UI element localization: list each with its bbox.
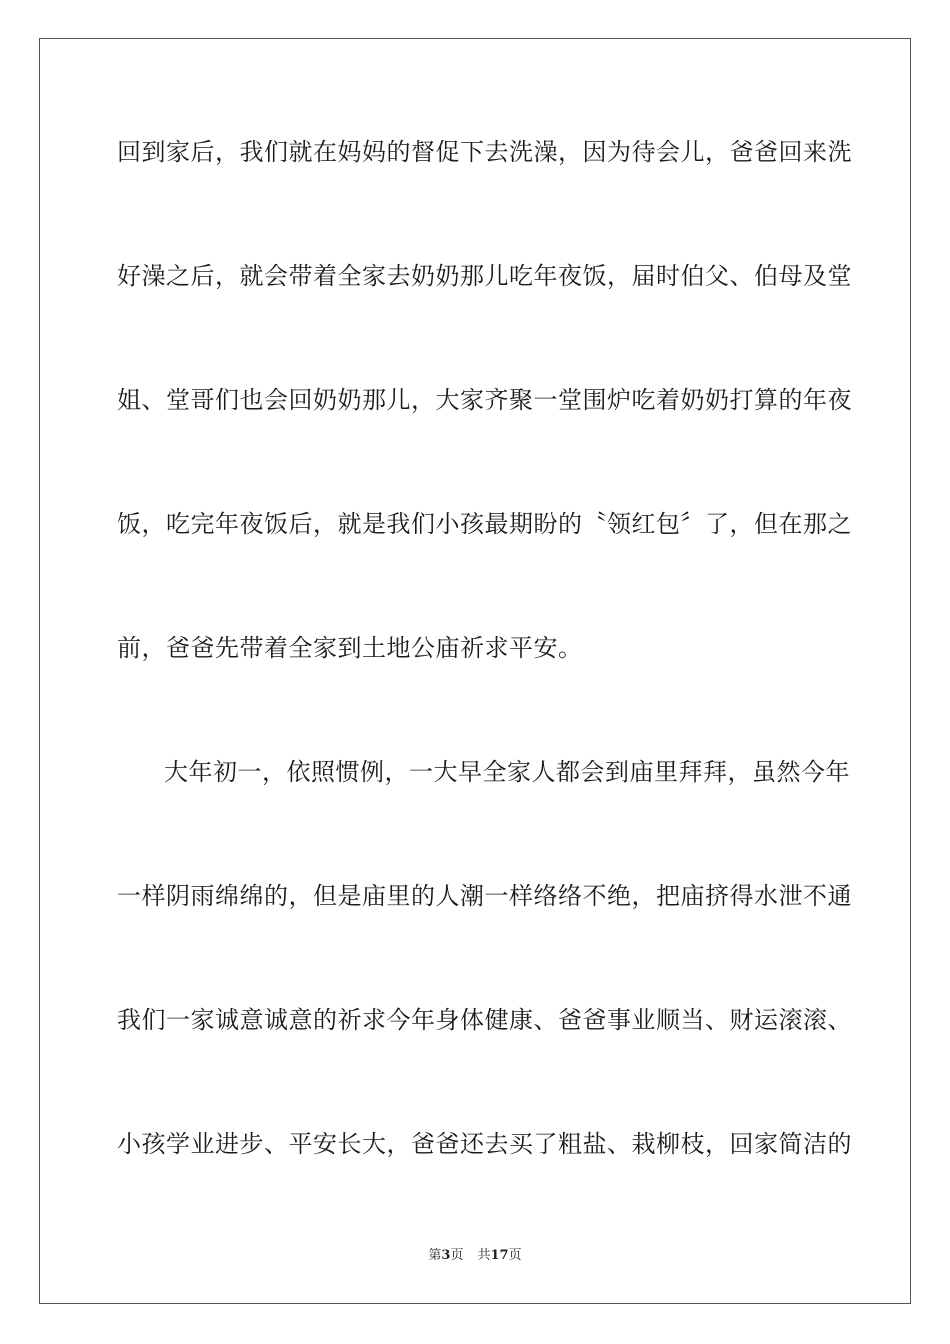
text-line-2: 好澡之后，就会带着全家去奶奶那儿吃年夜饭，届时伯父、伯母及堂 [117, 262, 852, 290]
text-line-1: 回到家后，我们就在妈妈的督促下去洗澡，因为待会儿，爸爸回来洗 [117, 138, 852, 166]
text-line-3: 姐、堂哥们也会回奶奶那儿，大家齐聚一堂围炉吃着奶奶打算的年夜 [117, 386, 852, 414]
footer-total-suffix: 页 [508, 1248, 522, 1263]
page-border [39, 38, 911, 1304]
text-line-8: 我们一家诚意诚意的祈求今年身体健康、爸爸事业顺当、财运滚滚、 [117, 1006, 852, 1034]
text-line-5: 前，爸爸先带着全家到土地公庙祈求平安。 [117, 634, 583, 662]
page-footer [0, 1247, 950, 1265]
footer-page-prefix: 第 [428, 1248, 442, 1263]
footer-total-prefix: 共 [477, 1248, 491, 1263]
footer-page-suffix: 页 [450, 1248, 464, 1263]
text-line-4: 饭，吃完年夜饭后，就是我们小孩最期盼的〝领红包〞了，但在那之 [117, 510, 852, 538]
footer-page-number: 3 [441, 1248, 451, 1263]
text-line-7: 一样阴雨绵绵的，但是庙里的人潮一样络络不绝，把庙挤得水泄不通 [117, 882, 852, 910]
footer-total-pages: 17 [490, 1248, 509, 1263]
text-line-9: 小孩学业进步、平安长大，爸爸还去买了粗盐、栽柳枝，回家简洁的 [117, 1130, 852, 1158]
text-line-6: 大年初一，依照惯例，一大早全家人都会到庙里拜拜，虽然今年 [164, 758, 850, 786]
